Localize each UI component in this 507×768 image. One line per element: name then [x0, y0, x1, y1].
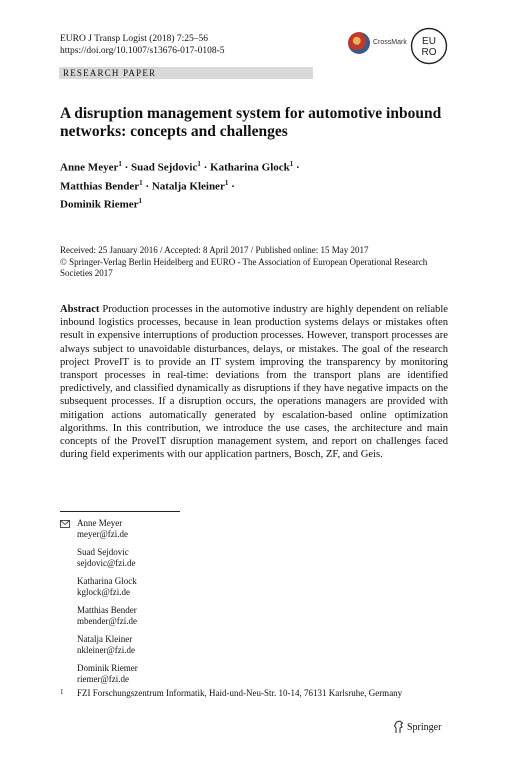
- crossmark-icon: [348, 32, 370, 54]
- contact-email[interactable]: nkleiner@fzi.de: [77, 645, 136, 655]
- author-affiliation: 1: [118, 160, 122, 168]
- author-affiliation: 1: [138, 197, 143, 206]
- contact-name: Dominik Riemer: [77, 663, 138, 673]
- publisher-name: Springer: [407, 722, 442, 733]
- contact-list: [77, 518, 138, 692]
- contact-name: Natalja Kleiner: [77, 634, 133, 644]
- contact-name: Matthias Bender: [77, 605, 137, 615]
- contact-email[interactable]: mbender@fzi.de: [77, 616, 138, 626]
- contact-entry: [77, 634, 138, 656]
- author-affiliation: 1: [197, 160, 201, 168]
- springer-horse-icon: [393, 720, 405, 734]
- contact-entry: [77, 605, 138, 627]
- journal-header: [60, 34, 225, 57]
- crossmark-label: CrossMark: [373, 39, 407, 46]
- author-name: Suad Sejdovic: [131, 161, 198, 174]
- author-name: Matthias Bender: [60, 180, 140, 193]
- crossmark-badge[interactable]: [348, 32, 410, 56]
- contact-name: Suad Sejdovic: [77, 547, 129, 557]
- abstract-text: Production processes in the automotive industry are highly dependent on reliable inbound logistics processes, because in lean production systems delays or mistakes often result in expensive interruptions of production processes. However, transport processes are always subject to unavoidable disturbances, delays, or mistakes. The goal of the research project ProveIT is to provide an IT system improving the transparency by monitoring transport processes in real-time: deviations from the transport plans are identified predictively, and classified dynamically as disruptions if they have negative impacts on the subsequent processes. If a disruption occurs, the operations managers are provided with mitigation actions automatically generated by escalation-based online optimization algorithms. In this contribution, we introduce the use cases, the architecture and main concepts of the ProveIT disruption management system, and report on challenges faced during field experiments with our application partners, Bosch, ZF, and Geis.: [60, 304, 448, 461]
- contact-entry: [77, 547, 138, 569]
- journal-citation: EURO J Transp Logist (2018) 7:25–56: [60, 34, 209, 44]
- author-affiliation: 1: [224, 178, 229, 187]
- envelope-icon: [60, 520, 70, 528]
- contact-email[interactable]: riemer@fzi.de: [77, 674, 130, 684]
- contact-email[interactable]: kglock@fzi.de: [77, 587, 131, 597]
- footnote-rule: [60, 511, 180, 512]
- author-name: Dominik Riemer: [60, 198, 139, 211]
- author-name: Natalja Kleiner: [151, 180, 225, 193]
- doi-link[interactable]: https://doi.org/10.1007/s13676-017-0108-5: [60, 45, 225, 56]
- svg-text:EU: EU: [422, 36, 436, 47]
- abstract: [60, 303, 448, 461]
- contact-email[interactable]: meyer@fzi.de: [77, 529, 129, 539]
- euro-logo: [410, 27, 448, 65]
- affiliation-text: FZI Forschungszentrum Informatik, Haid-und-Neu-Str. 10-14, 76131 Karlsruhe, Germany: [77, 688, 403, 698]
- author-affiliation: 1: [289, 160, 294, 168]
- springer-logo: [393, 720, 453, 736]
- publication-dates: [60, 245, 450, 280]
- author-name: Anne Meyer: [60, 161, 119, 174]
- affiliation-number: 1: [60, 688, 64, 696]
- contact-entry: [77, 576, 138, 598]
- abstract-label: Abstract: [60, 304, 100, 315]
- contact-name: Katharina Glock: [77, 576, 137, 586]
- author-name: Katharina Glock: [210, 161, 290, 174]
- author-affiliation: 1: [139, 178, 143, 187]
- contact-email[interactable]: sejdovic@fzi.de: [77, 558, 136, 568]
- received-dates: Received: 25 January 2016 / Accepted: 8 April 2017 / Published online: 15 May 2017: [60, 245, 369, 255]
- contact-name: Anne Meyer: [77, 518, 123, 528]
- paper-title: A disruption management system for automotive inbound networks: concepts and challenges: [60, 105, 442, 140]
- author-list: Anne Meyer$^1$ · Suad Sejdovic$^1$ · Katharina Glock$^1$ · Matthias Bender$^1$ · Natalja Kleiner$^1$ · Dominik Riemer$^1$: [60, 160, 300, 211]
- svg-text:RO: RO: [421, 47, 437, 58]
- contact-entry: [77, 518, 138, 540]
- contact-entry: [77, 663, 138, 685]
- copyright-line: © Springer-Verlag Berlin Heidelberg and EURO - The Association of European Operational Research Societies 2017: [60, 256, 428, 278]
- section-label: RESEARCH PAPER: [63, 68, 157, 78]
